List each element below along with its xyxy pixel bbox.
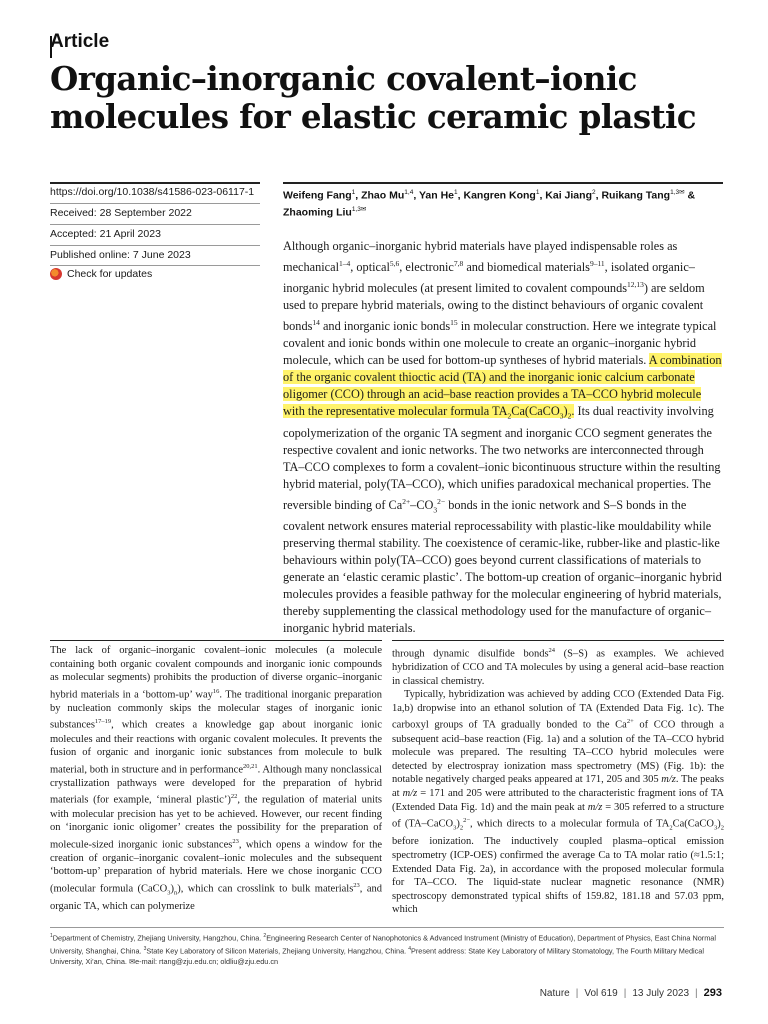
body-text: of CCO through a subsequent acid–base reaction (Fig. 1a) and a solution of the TA–CCO hybrid molecule was prepared. The resulting TA–CCO hybrid molecules were detected by electrospray ionization mass spectrometry (MS) (Fig. 1b): the notable negatively charged peaks appeared at 171, 205 and 305 bbox=[392, 719, 724, 786]
superscript: 2− bbox=[437, 496, 446, 506]
abstract-text: and inorganic ionic bonds bbox=[319, 319, 451, 334]
issue-date: 13 July 2023 bbox=[632, 988, 690, 999]
affiliation-text: Engineering Research Center of Nanophotonics & Advanced Instrument (Ministry of Education), Department of Physics, East China Normal University, Shanghai, China. bbox=[50, 933, 716, 956]
doi-link[interactable]: https://doi.org/10.1038/s41586-023-06117-1 bbox=[50, 186, 255, 198]
affiliation-number: 3 bbox=[143, 945, 147, 952]
body-text: , which opens a window for the creation of organic–inorganic covalent–ionic molecules and the subsequent ‘bottom-up’ preparation of hybrid materials. Here we chose inorganic CCO (molecular formula (CaCO bbox=[50, 839, 382, 895]
check-for-updates-button[interactable] bbox=[50, 268, 152, 280]
affiliation-ref: 1,3✉ bbox=[670, 189, 685, 196]
highlight-text: ) bbox=[563, 404, 568, 419]
author-name[interactable]: Zhaoming Liu bbox=[283, 206, 352, 218]
body-text: . Although many nonclassical crystallization pathways were developed for the preparation of hybrid materials (for example, ‘mineral plastic’) bbox=[50, 764, 382, 806]
email-icon: ✉ bbox=[128, 956, 136, 966]
subscript: 2 bbox=[720, 824, 724, 832]
body-text: , which creates a knowledge gap about inorganic ionic molecules and their reactions with organic covalent molecules. It prevents the fusion of organic and inorganic ionic substances from molecule to bulk material, both in structure and in performance bbox=[50, 719, 382, 776]
received-date: Received: 28 September 2022 bbox=[50, 207, 192, 219]
journal-name: Nature bbox=[539, 988, 570, 999]
footer-separator: | bbox=[575, 988, 579, 999]
meta-divider bbox=[50, 203, 260, 204]
email-text[interactable]: e-mail: rtang@zju.edu.cn; oldliu@zju.edu.cn bbox=[135, 956, 279, 966]
body-column-left bbox=[50, 644, 382, 914]
page-number: 293 bbox=[703, 987, 722, 999]
meta-divider bbox=[50, 265, 260, 266]
abstract-text: Although organic–inorganic hybrid materials have played indispensable roles as mechanical bbox=[283, 239, 678, 275]
check-for-updates-label: Check for updates bbox=[67, 268, 153, 280]
superscript: 2+ bbox=[626, 718, 634, 726]
italic-unit: m/z bbox=[661, 774, 676, 786]
author-name[interactable]: Yan He bbox=[418, 189, 455, 202]
affiliation-number: 2 bbox=[263, 933, 267, 939]
footer-separator: | bbox=[623, 988, 627, 999]
subscript: 3 bbox=[167, 889, 171, 897]
body-column-right bbox=[392, 644, 724, 917]
superscript: 2− bbox=[463, 817, 470, 825]
page-footer bbox=[540, 987, 722, 999]
abstract bbox=[283, 238, 723, 637]
footer-separator: | bbox=[695, 988, 698, 999]
body-text: , and organic TA, which can polymerize bbox=[50, 883, 382, 913]
reference-link[interactable]: 22 bbox=[230, 793, 238, 801]
subscript: n bbox=[174, 889, 178, 897]
affiliation-text: State Key Laboratory of Silicon Materials, Zhejiang University, Hangzhou, China. bbox=[146, 946, 409, 956]
subscript: 2 bbox=[669, 824, 673, 832]
affiliation-ref: 2 bbox=[591, 189, 596, 196]
affiliation-number: 4 bbox=[408, 945, 411, 952]
reference-link[interactable]: 24 bbox=[548, 647, 556, 654]
body-text: ) bbox=[456, 818, 460, 830]
body-text: , the regulation of material units with molecular precision has yet to be achieved. However, our recent finding on ‘inorganic ionic oligomer’ creates the possibility for the preparation of molecule-sized inorganic ionic substances bbox=[50, 794, 382, 851]
meta-top-rule bbox=[50, 182, 260, 184]
reference-link[interactable]: 16 bbox=[212, 687, 220, 695]
italic-unit: m/z bbox=[402, 787, 418, 799]
reference-link[interactable]: 9–11 bbox=[589, 259, 605, 268]
reference-link[interactable]: 20,21 bbox=[243, 762, 258, 770]
superscript: 2+ bbox=[402, 496, 411, 506]
author-name[interactable]: Zhao Mu bbox=[361, 189, 405, 202]
body-text: = 171 and 205 were attributed to the characteristic fragment ions of TA (Extended Data Fig. 1d) and the main peak at bbox=[392, 787, 725, 813]
meta-divider bbox=[50, 245, 260, 246]
reference-link[interactable]: 14 bbox=[312, 318, 320, 328]
abstract-text: ) are seldom used to prepare hybrid materials, owing to the distinct behaviours of organic covalent bonds bbox=[283, 281, 705, 334]
affiliation-text: Present address: State Key Laboratory of Military Stomatology, The Fourth Military Medical University, Xi’an, China. bbox=[50, 946, 704, 966]
body-text: (S–S) as examples. We achieved hybridization of CCO and TA molecules by using a general acid–base reaction in classical chemistry. bbox=[392, 648, 724, 687]
highlight-text: Ca(CaCO bbox=[511, 404, 560, 419]
subscript: 3 bbox=[433, 505, 438, 515]
abstract-text: Its dual reactivity involving copolymerization of the organic TA segment and inorganic CCO segment generates the respective covalent and ionic networks. The two networks are interconnected through TA–CCO complexes to form a covalent–ionic bicontinuous structure within the resulting hybrid material, poly(TA–CCO), which unifies paradoxical mechanical properties. The reversible binding of Ca bbox=[283, 404, 721, 512]
body-text: ) bbox=[170, 883, 175, 895]
reference-link[interactable]: 17–19 bbox=[94, 718, 112, 726]
body-text: Ca(CaCO bbox=[672, 818, 714, 830]
published-date: Published online: 7 June 2023 bbox=[50, 249, 191, 261]
author-list: Weifeng Fang$^1$, Zhao Mu$^{1,4}$, Yan He$^1$, Kangren Kong$^1$, Kai Jiang$^2$, Ruikang Tang$^{1,3✉}$ & Zhaoming Liu$^{1,3✉}$ bbox=[283, 189, 696, 218]
body-text: through dynamic disulfide bonds bbox=[392, 648, 549, 660]
reference-link[interactable]: 7,8 bbox=[453, 259, 464, 268]
abstract-text: , optical bbox=[350, 260, 390, 275]
affiliation-number: 1 bbox=[50, 933, 53, 939]
affiliation-ref: 1 bbox=[454, 189, 458, 196]
italic-unit: m/z bbox=[587, 801, 603, 813]
body-text: The lack of organic–inorganic covalent–ionic molecules (a molecule containing both organic covalent compounds and inorganic ionic compounds as molecular segments) prohibits the production of diverse organic–inorganic hybrid materials in a ‘bottom-up’ way bbox=[50, 645, 382, 701]
body-text: . The peaks at bbox=[392, 774, 724, 799]
authors-top-rule bbox=[283, 182, 723, 184]
column-rule-right bbox=[392, 640, 724, 641]
column-rule-left bbox=[50, 640, 382, 641]
subscript: 3 bbox=[559, 411, 564, 421]
affiliation-text: Department of Chemistry, Zhejiang University, Hangzhou, China. bbox=[52, 933, 264, 943]
subscript: 3 bbox=[714, 824, 718, 832]
body-text: before ionization. The inductively coupled plasma–optical emission spectrometry (ICP-OES) confirmed the average Ca to TA molar ratio (≈1.5:1; Extended Data Fig. 2a), in accordance with the proposed molecular formula for TA–CCO. The liquid-state nuclear magnetic resonance (NMR) spectroscopy demonstrated typical shifts of 159.82, 181.18 and 57.03 ppm, which bbox=[392, 836, 724, 916]
highlight-text: A combination of the organic covalent thioctic acid (TA) and the inorganic ionic calcium carbonate oligomer (CCO) through an acid–base reaction provides a TA–CCO hybrid molecule with the representative molecular formula TA bbox=[283, 353, 722, 419]
reference-link[interactable]: 15 bbox=[450, 318, 458, 328]
affiliations-footnote bbox=[50, 931, 726, 967]
body-text: = 305 referred to a structure of (TA–CaCO bbox=[392, 801, 724, 830]
paragraph bbox=[392, 644, 724, 688]
article-type-label: Article bbox=[50, 31, 110, 52]
abstract-text: , isolated organic–inorganic hybrid molecules (at present limited to covalent compounds bbox=[283, 260, 695, 296]
meta-divider bbox=[50, 224, 260, 225]
body-text: Typically, hybridization was achieved by adding CCO (Extended Data Fig. 1a,b) dropwise into an ethanol solution of TA (Extended Data Fig. 1c). The carboxyl groups of TA gradually bonded to the Ca bbox=[392, 689, 724, 731]
volume-number: Vol 619 bbox=[584, 988, 618, 999]
abstract-text: , electronic bbox=[399, 260, 454, 275]
reference-link[interactable]: 1–4 bbox=[339, 259, 351, 268]
author-name[interactable]: Kai Jiang bbox=[545, 189, 592, 202]
author-name[interactable]: Weifeng Fang bbox=[283, 189, 352, 202]
abstract-text: –CO bbox=[410, 497, 434, 512]
body-text: ), which can crosslink to bulk materials bbox=[177, 883, 354, 895]
abstract-text: in molecular construction. Here we integrate typical covalent and ionic bonds within one molecule to create an organic–inorganic hybrid molecule, which can be used for bottom-up syntheses of hybrid materials. bbox=[283, 319, 717, 368]
subscript: 2 bbox=[507, 411, 512, 421]
subscript: 3 bbox=[453, 824, 457, 832]
body-text: , which directs to a molecular formula of TA bbox=[469, 818, 670, 830]
reference-link[interactable]: 23 bbox=[232, 837, 239, 845]
reference-link[interactable]: 5,6 bbox=[389, 259, 400, 268]
accepted-date: Accepted: 21 April 2023 bbox=[50, 228, 161, 240]
affiliation-ref: 1 bbox=[535, 189, 540, 196]
abstract-text: bonds in the ionic network and S–S bonds in the covalent network ensures material reprocessability with plastic-like mouldability while preserving thermal stability. The coexistence of ceramic-like, rubber-like and plastic-like behaviours within poly(TA–CCO) goes beyond current classifications of materials to generate an ‘elastic ceramic plastic’. The bottom-up creation of organic–inorganic hybrid molecules provides a feasible pathway for the molecular engineering of hybrid materials, thereby supplementing the classical methodology used for the manufacture of organic–inorganic hybrid materials. bbox=[283, 497, 722, 636]
author-name[interactable]: Ruikang Tang bbox=[601, 189, 671, 202]
author-ampersand: & bbox=[687, 189, 696, 202]
footnote-rule bbox=[50, 927, 724, 928]
subscript: 2 bbox=[567, 411, 572, 421]
subscript: 2 bbox=[459, 824, 464, 832]
abstract-text: and biomedical materials bbox=[463, 260, 590, 275]
affiliation-ref: 1,3✉ bbox=[351, 205, 367, 213]
article-title: Organic–inorganic covalent–ionic molecules for elastic ceramic plastic bbox=[50, 59, 696, 136]
reference-link[interactable]: 23 bbox=[353, 882, 360, 889]
body-text: . The traditional inorganic preparation by nucleation commonly skips the molecular stages of inorganic ionic substances bbox=[50, 689, 382, 731]
crossmark-icon bbox=[50, 268, 62, 280]
reference-link[interactable]: 12,13 bbox=[627, 280, 644, 290]
body-text: ) bbox=[717, 818, 721, 830]
paragraph bbox=[392, 688, 724, 917]
affiliation-ref: 1,4 bbox=[404, 189, 414, 196]
affiliation-ref: 1 bbox=[351, 189, 356, 196]
highlight-text: . bbox=[571, 404, 575, 419]
author-name[interactable]: Kangren Kong bbox=[463, 189, 536, 202]
